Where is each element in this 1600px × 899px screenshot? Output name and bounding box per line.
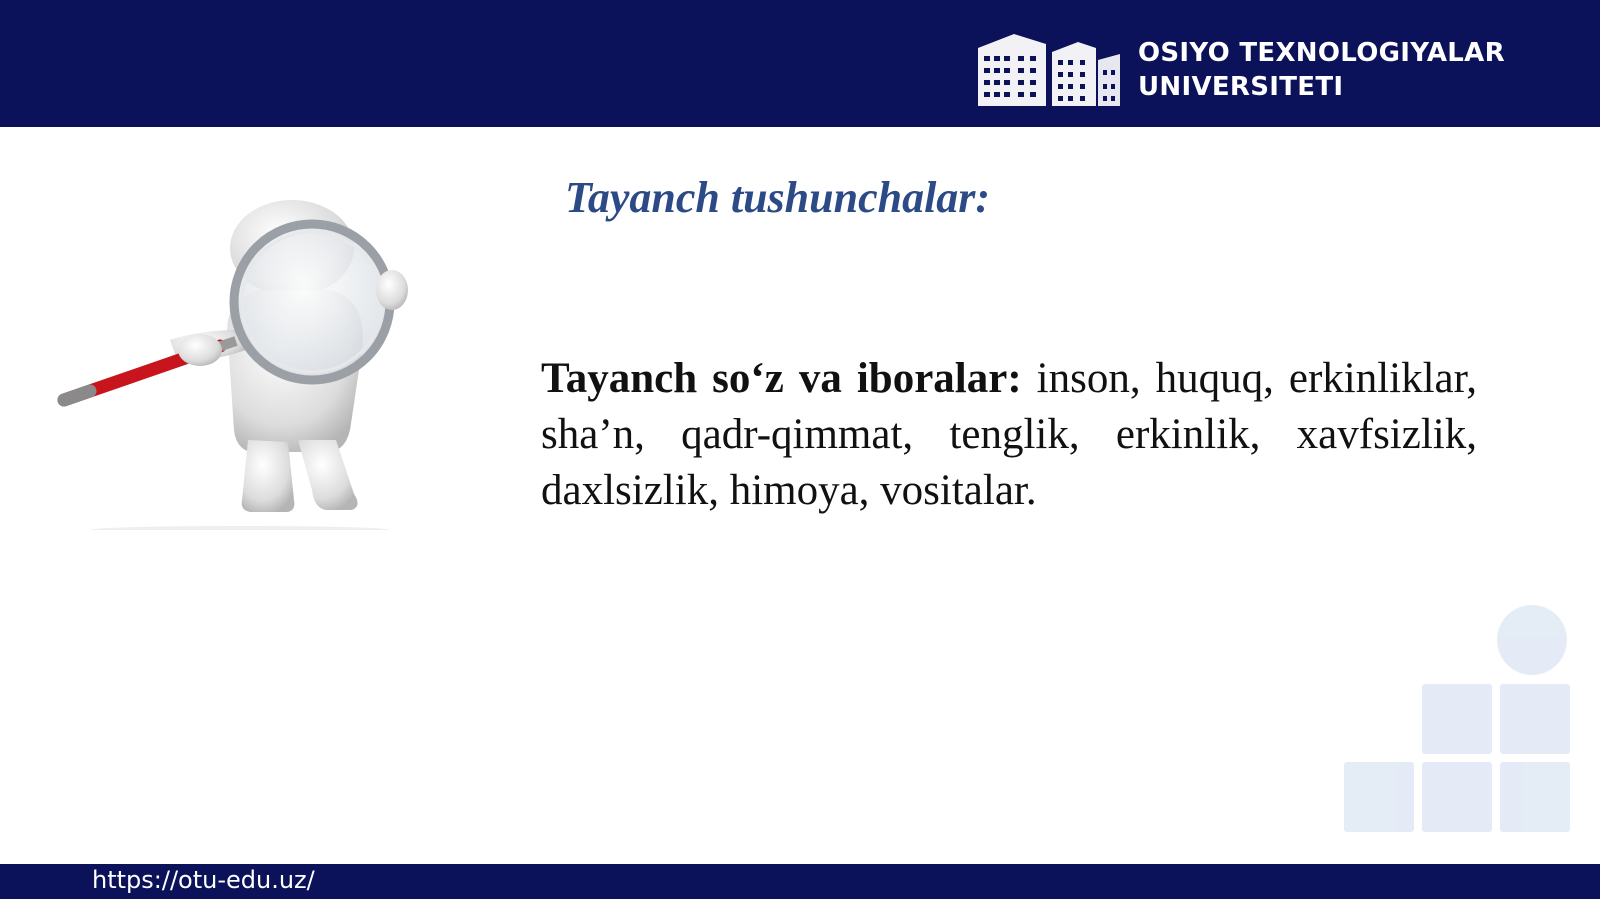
key-terms-list: inson, huquq, erkinliklar, sha’n, qadr-qimmat, tenglik, erkinlik, xavfsizlik, daxlsizlik, himoya, vositalar. bbox=[541, 355, 1477, 514]
university-building-icon bbox=[974, 30, 1124, 106]
university-name-line1: OSIYO TEXNOLOGIYALAR bbox=[1138, 38, 1505, 68]
logo-watermark-icon bbox=[1338, 604, 1570, 839]
footer-bar bbox=[0, 864, 1600, 899]
figure-with-magnifying-glass-icon bbox=[50, 190, 430, 530]
website-url: https://otu-edu.uz/ bbox=[92, 866, 315, 894]
key-terms-lead: Tayanch so‘z va iboralar: bbox=[541, 355, 1022, 402]
header-bar bbox=[0, 0, 1600, 127]
university-name-line2: UNIVERSITETI bbox=[1138, 72, 1344, 102]
university-name bbox=[1138, 36, 1505, 104]
key-terms-paragraph bbox=[541, 351, 1477, 519]
slide-title: Tayanch tushunchalar: bbox=[565, 173, 991, 222]
